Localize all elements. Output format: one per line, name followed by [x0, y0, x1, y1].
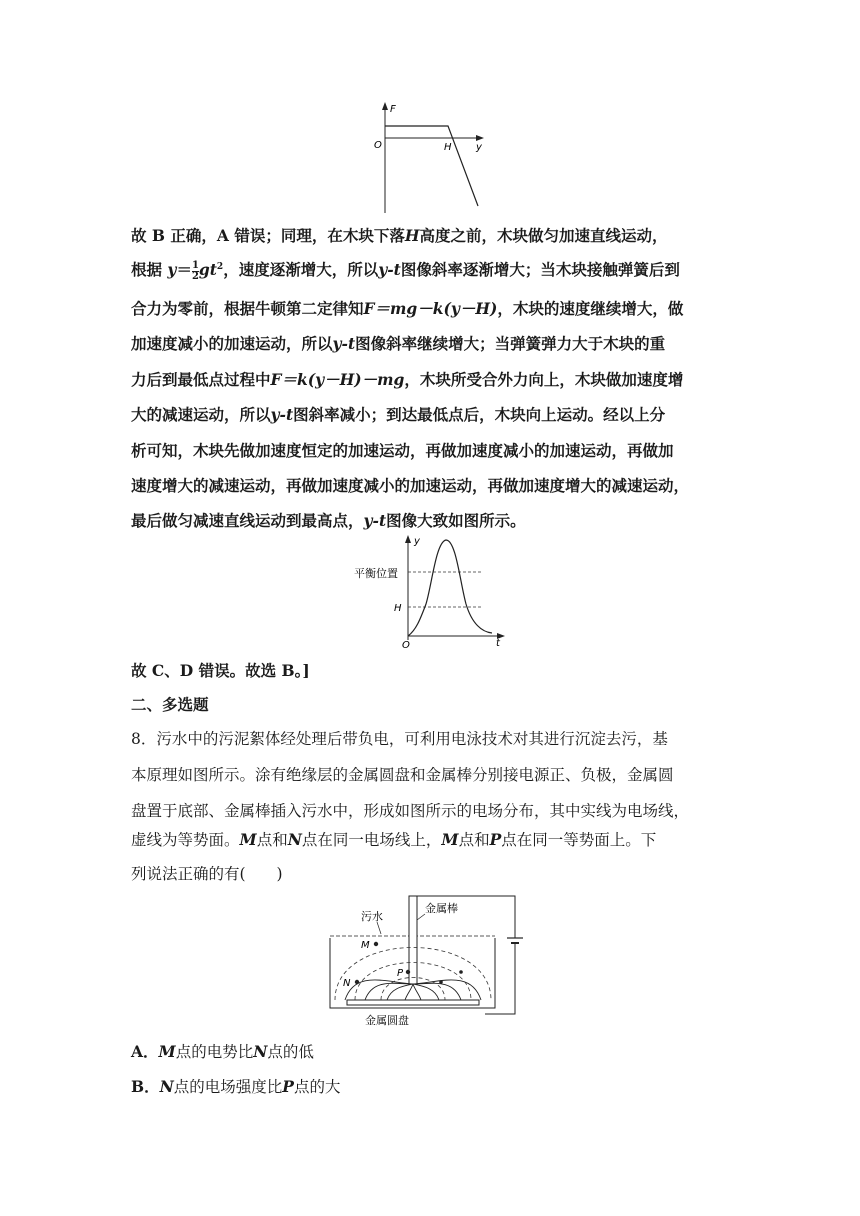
fraction	[192, 261, 199, 282]
para1-line7: 析可知，木块先做加速度恒定的加速运动，再做加速度减小的加速运动，再做加	[131, 441, 674, 460]
var-m: M	[441, 830, 459, 849]
para1-line4	[131, 332, 665, 354]
q8-line5: 列说法正确的有( )	[131, 865, 283, 883]
para1-line9	[131, 509, 526, 531]
exponent: 2	[216, 261, 224, 272]
q8-line1: 8．污水中的污泥絮体经处理后带负电，可利用电泳技术对其进行沉淀去污，基	[131, 730, 668, 748]
para1-line8: 速度增大的减速运动，再做加速度减小的加速运动，再做加速度增大的减速运动，	[131, 476, 690, 495]
var: P	[282, 1077, 294, 1096]
disk-label: 金属圆盘	[365, 1014, 409, 1027]
axis-y-label: y	[414, 536, 420, 547]
text: 点和	[256, 831, 288, 849]
h-label: H	[444, 142, 452, 153]
text: 加速度减小的加速运动，所以	[131, 334, 333, 353]
point-p	[406, 970, 410, 974]
q8-line2: 本原理如图所示。涂有绝缘层的金属圆盘和金属棒分别接电源正、负极，金属圆	[131, 766, 674, 784]
text: 点的电场强度比	[173, 1078, 283, 1096]
conclusion: 故 C、D 错误。故选 B。]	[131, 661, 310, 680]
text: 点的电势比	[175, 1043, 254, 1061]
origin-label: O	[374, 140, 382, 151]
var-y: y	[167, 260, 177, 279]
displacement-time-graph	[350, 532, 510, 650]
text: ，木块所受合外力向上，木块做加速度增	[404, 370, 684, 389]
para1-line6	[131, 403, 665, 425]
text: ，木块的速度继续增大，做	[497, 299, 684, 318]
var: N	[253, 1042, 268, 1061]
var: N	[159, 1077, 174, 1096]
para1-line5	[131, 368, 683, 390]
m-label: M	[361, 940, 370, 951]
text: ，速度逐渐增大，所以	[223, 260, 379, 279]
text: 点和	[458, 831, 490, 849]
para1-line1	[131, 224, 668, 246]
text: 图像大致如图所示。	[386, 511, 526, 530]
formula: F＝mg－k(y－H)	[363, 299, 498, 318]
point-m	[374, 942, 378, 946]
text: 根据	[131, 260, 163, 279]
text: 力后到最低点过程中	[131, 370, 271, 389]
axis-f-label: F	[390, 104, 396, 115]
text: 图像斜率继续增大；当弹簧弹力大于木块的重	[355, 334, 666, 353]
option-b	[131, 1075, 340, 1097]
var-m: M	[239, 830, 257, 849]
text: 图像斜率逐渐增大；当木块接触弹簧后到	[400, 260, 680, 279]
origin-label: O	[402, 640, 410, 650]
dot-marker	[439, 980, 443, 984]
text: 最后做匀减速直线运动到最高点，	[131, 511, 364, 530]
axis-t-label: t	[496, 638, 500, 649]
n-label: N	[343, 978, 351, 989]
var-yt: y-t	[332, 334, 356, 353]
text: 故 B 正确，A 错误；同理，在木块下落	[131, 226, 405, 245]
var-yt: y-t	[378, 260, 401, 279]
point-n	[355, 980, 359, 984]
var-h: H	[404, 226, 420, 245]
option-a	[131, 1040, 314, 1062]
text: 虚线为等势面。	[131, 831, 240, 849]
text: 高度之前，木块做匀加速直线运动，	[419, 226, 668, 245]
balance-position-label: 平衡位置	[354, 567, 398, 580]
section-title: 二、多选题	[131, 695, 209, 714]
para1-line3	[131, 297, 683, 319]
var-p: P	[489, 830, 502, 849]
sewage-label: 污水	[361, 910, 383, 923]
option-letter: A．	[131, 1042, 159, 1061]
p-label: P	[397, 968, 404, 979]
axis-y-label: y	[476, 142, 482, 153]
dot-marker	[459, 970, 463, 974]
var-gt: gt	[198, 260, 217, 279]
text: 点的低	[267, 1043, 314, 1061]
numerator: 1	[191, 259, 199, 271]
rod-label: 金属棒	[425, 902, 458, 915]
text: 点在同一等势面上。下	[501, 831, 657, 849]
q8-line4	[131, 828, 656, 850]
text: 大的减速运动，所以	[131, 405, 271, 424]
electrophoresis-diagram	[325, 890, 535, 1030]
var: M	[158, 1042, 176, 1061]
option-letter: B．	[131, 1077, 160, 1096]
h-label: H	[394, 603, 402, 614]
formula: F＝k(y－H)－mg	[270, 370, 405, 389]
var-n: N	[287, 830, 302, 849]
denominator: 2	[191, 270, 199, 282]
var-yt: y-t	[270, 405, 294, 424]
text: 点在同一电场线上，	[301, 831, 442, 849]
text: 合力为零前，根据牛顿第二定律知	[131, 299, 364, 318]
text: 点的大	[293, 1078, 341, 1096]
equals: ＝	[176, 260, 192, 279]
text: 图斜率减小；到达最低点后，木块向上运动。经以上分	[293, 405, 666, 424]
force-displacement-graph	[360, 98, 500, 218]
para1-line2	[131, 258, 680, 282]
var-yt: y-t	[363, 511, 387, 530]
q8-line3: 盘置于底部、金属棒插入污水中，形成如图所示的电场分布，其中实线为电场线，	[131, 802, 690, 820]
